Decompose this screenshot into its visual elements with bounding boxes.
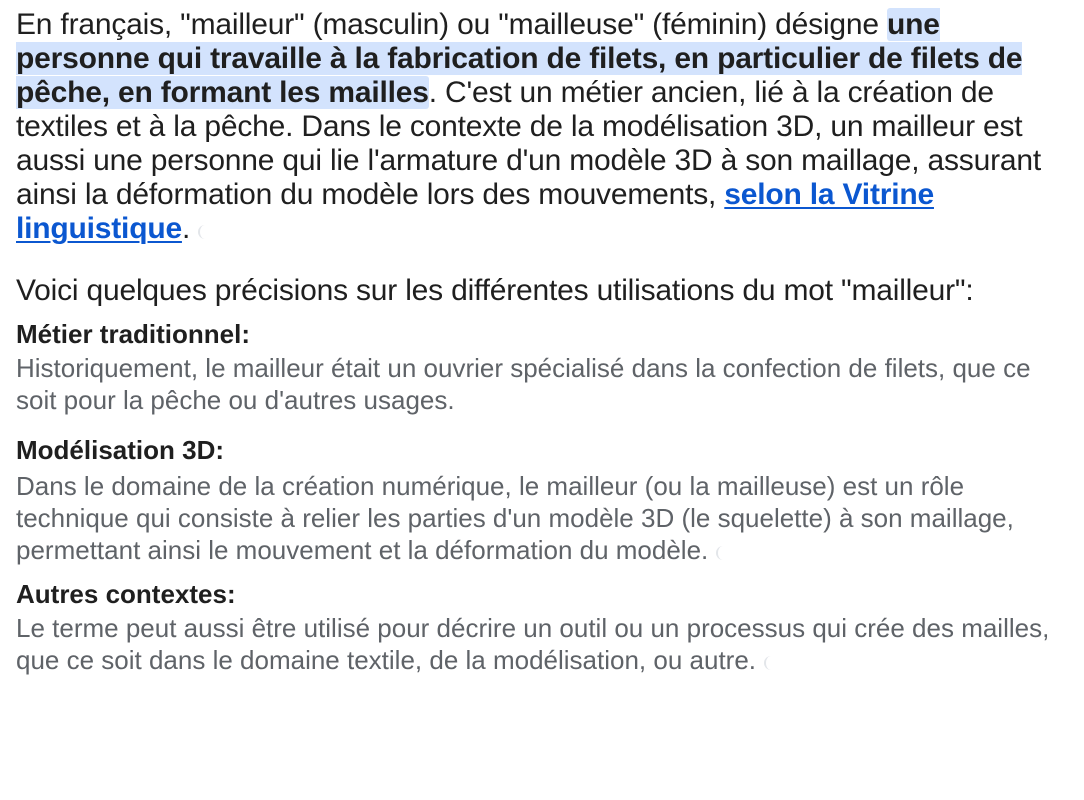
section-traditional-trade [16, 318, 1074, 416]
section-body-text: Dans le domaine de la création numérique, le mailleur (ou la mailleuse) est un rôle technique qui consiste à relier les parties d'un modèle 3D (le squelette) à son maillage, permettant ainsi le mouvement et la déformation du modèle. [16, 471, 1014, 565]
response-content [16, 8, 1074, 676]
section-3d-modeling [16, 434, 1074, 566]
section-body-text: Le terme peut aussi être utilisé pour décrire un outil ou un processus qui crée des mailles, que ce soit dans le domaine textile, de la modélisation, ou autre. [16, 613, 1050, 675]
section-body [16, 612, 1074, 676]
section-title: Métier traditionnel: [16, 319, 251, 349]
intro-text-before: En français, "mailleur" (masculin) ou "mailleuse" (féminin) désigne [16, 8, 888, 41]
intro-text-after: . C'est un métier ancien, lié à la création de textiles et à la pêche. Dans le contexte de la modélisation 3D, un mailleur est aussi une personne qui lie l'armature d'un modèle 3D à son maillage, assurant ainsi la déformation du modèle lors des mouvements, [16, 76, 1041, 211]
section-body [16, 470, 1074, 566]
section-title: Modélisation 3D: [16, 435, 225, 465]
source-chip-icon[interactable] [198, 225, 212, 239]
source-chip-icon[interactable] [716, 546, 730, 560]
intro-paragraph [16, 8, 1074, 246]
highlighted-definition[interactable]: une personne qui travaille à la fabrication de filets, en particulier de filets de pêche, en formant les mailles [16, 8, 1023, 109]
intro-end-punct: . [181, 212, 191, 245]
source-chip-icon[interactable] [764, 656, 778, 670]
section-body-text: Historiquement, le mailleur était un ouvrier spécialisé dans la confection de filets, que ce soit pour la pêche ou d'autres usages. [16, 353, 1031, 415]
lead-paragraph: Voici quelques précisions sur les différentes utilisations du mot "mailleur": [16, 274, 974, 307]
source-link-vitrine[interactable]: selon la Vitrine linguistique [16, 178, 934, 245]
section-other-contexts [16, 578, 1074, 676]
section-title: Autres contextes: [16, 579, 236, 609]
section-body [16, 352, 1074, 416]
